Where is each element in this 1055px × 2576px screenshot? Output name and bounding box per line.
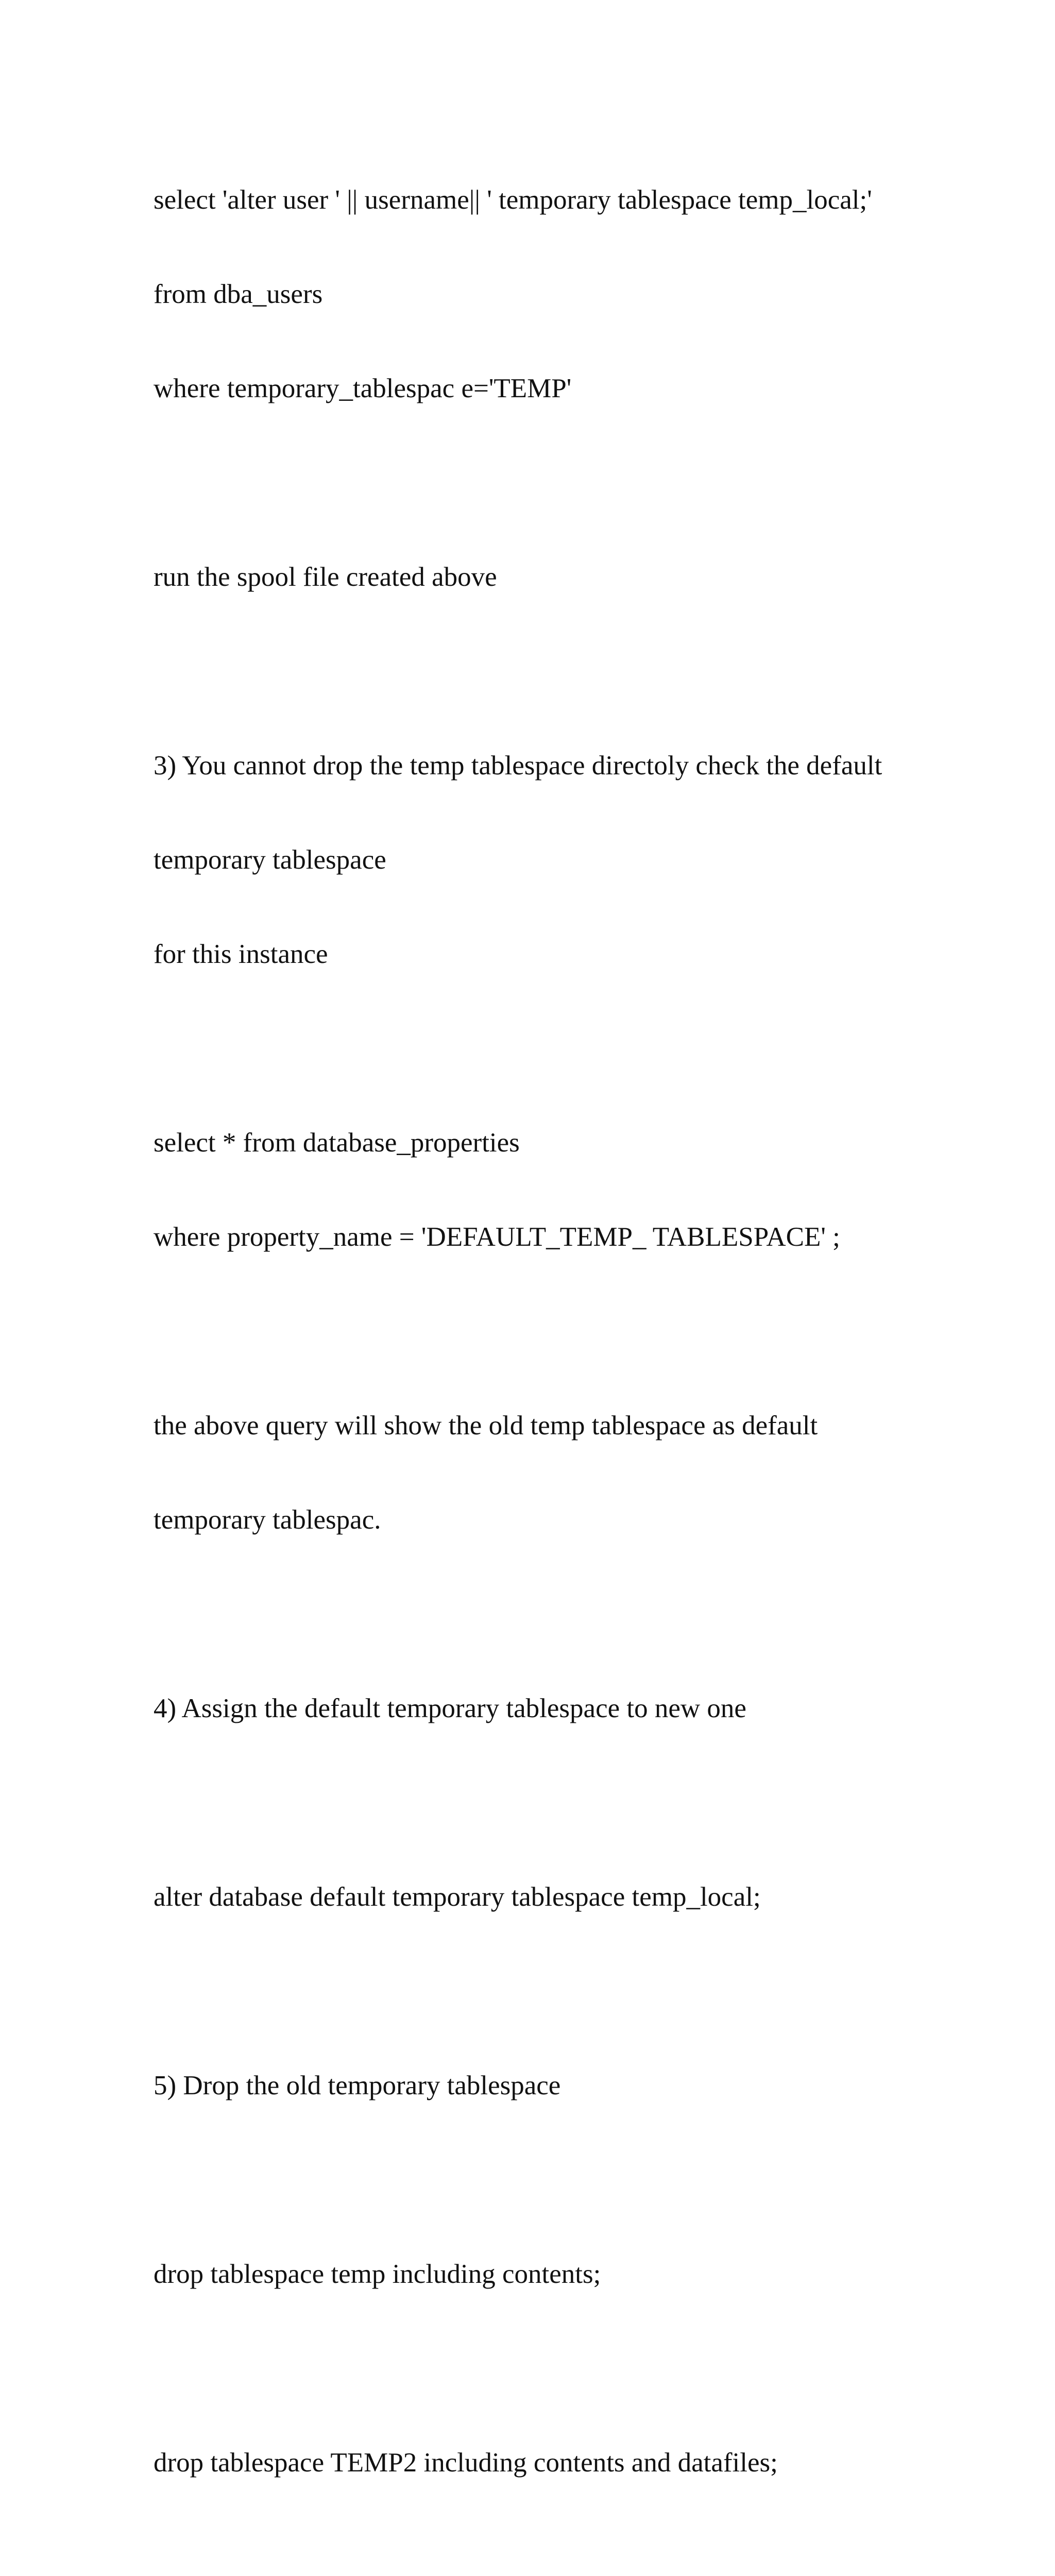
paragraph-drop-temp bbox=[154, 2196, 926, 2353]
paragraph-step-3 bbox=[154, 687, 926, 1033]
document-body bbox=[154, 122, 926, 2576]
text-line: select * from database_properties bbox=[154, 1128, 520, 1158]
paragraph-database-properties-query bbox=[154, 1064, 926, 1316]
paragraph-alter-database bbox=[154, 1819, 926, 1976]
text-line: temporary tablespac. bbox=[154, 1505, 381, 1535]
text-line: drop tablespace TEMP2 including contents and datafiles; bbox=[154, 2448, 778, 2478]
paragraph-question-15 bbox=[154, 2573, 926, 2576]
text-line: where property_name = 'DEFAULT_TEMP_ TABLESPACE' ; bbox=[154, 1222, 840, 1252]
text-line: drop tablespace temp including contents; bbox=[154, 2259, 601, 2289]
paragraph-alter-user-query bbox=[154, 122, 926, 467]
text-line: alter database default temporary tablespace temp_local; bbox=[154, 1882, 761, 1912]
paragraph-run-spool bbox=[154, 499, 926, 656]
text-line: select 'alter user ' || username|| ' temporary tablespace temp_local;' bbox=[154, 185, 872, 215]
text-line: where temporary_tablespac e='TEMP' bbox=[154, 374, 572, 403]
paragraph-drop-temp2 bbox=[154, 2384, 926, 2541]
text-line: for this instance bbox=[154, 939, 328, 969]
text-line: from dba_users bbox=[154, 279, 323, 309]
paragraph-query-explanation bbox=[154, 1347, 926, 1599]
paragraph-step-5 bbox=[154, 2007, 926, 2164]
text-line: 4) Assign the default temporary tablespace to new one bbox=[154, 1693, 746, 1723]
paragraph-step-4 bbox=[154, 1630, 926, 1787]
text-line: 3) You cannot drop the temp tablespace directoly check the default bbox=[154, 751, 882, 781]
text-line: the above query will show the old temp tablespace as default bbox=[154, 1411, 818, 1440]
text-line: temporary tablespace bbox=[154, 845, 386, 875]
text-line: run the spool file created above bbox=[154, 562, 497, 592]
text-line: 5) Drop the old temporary tablespace bbox=[154, 2071, 561, 2100]
